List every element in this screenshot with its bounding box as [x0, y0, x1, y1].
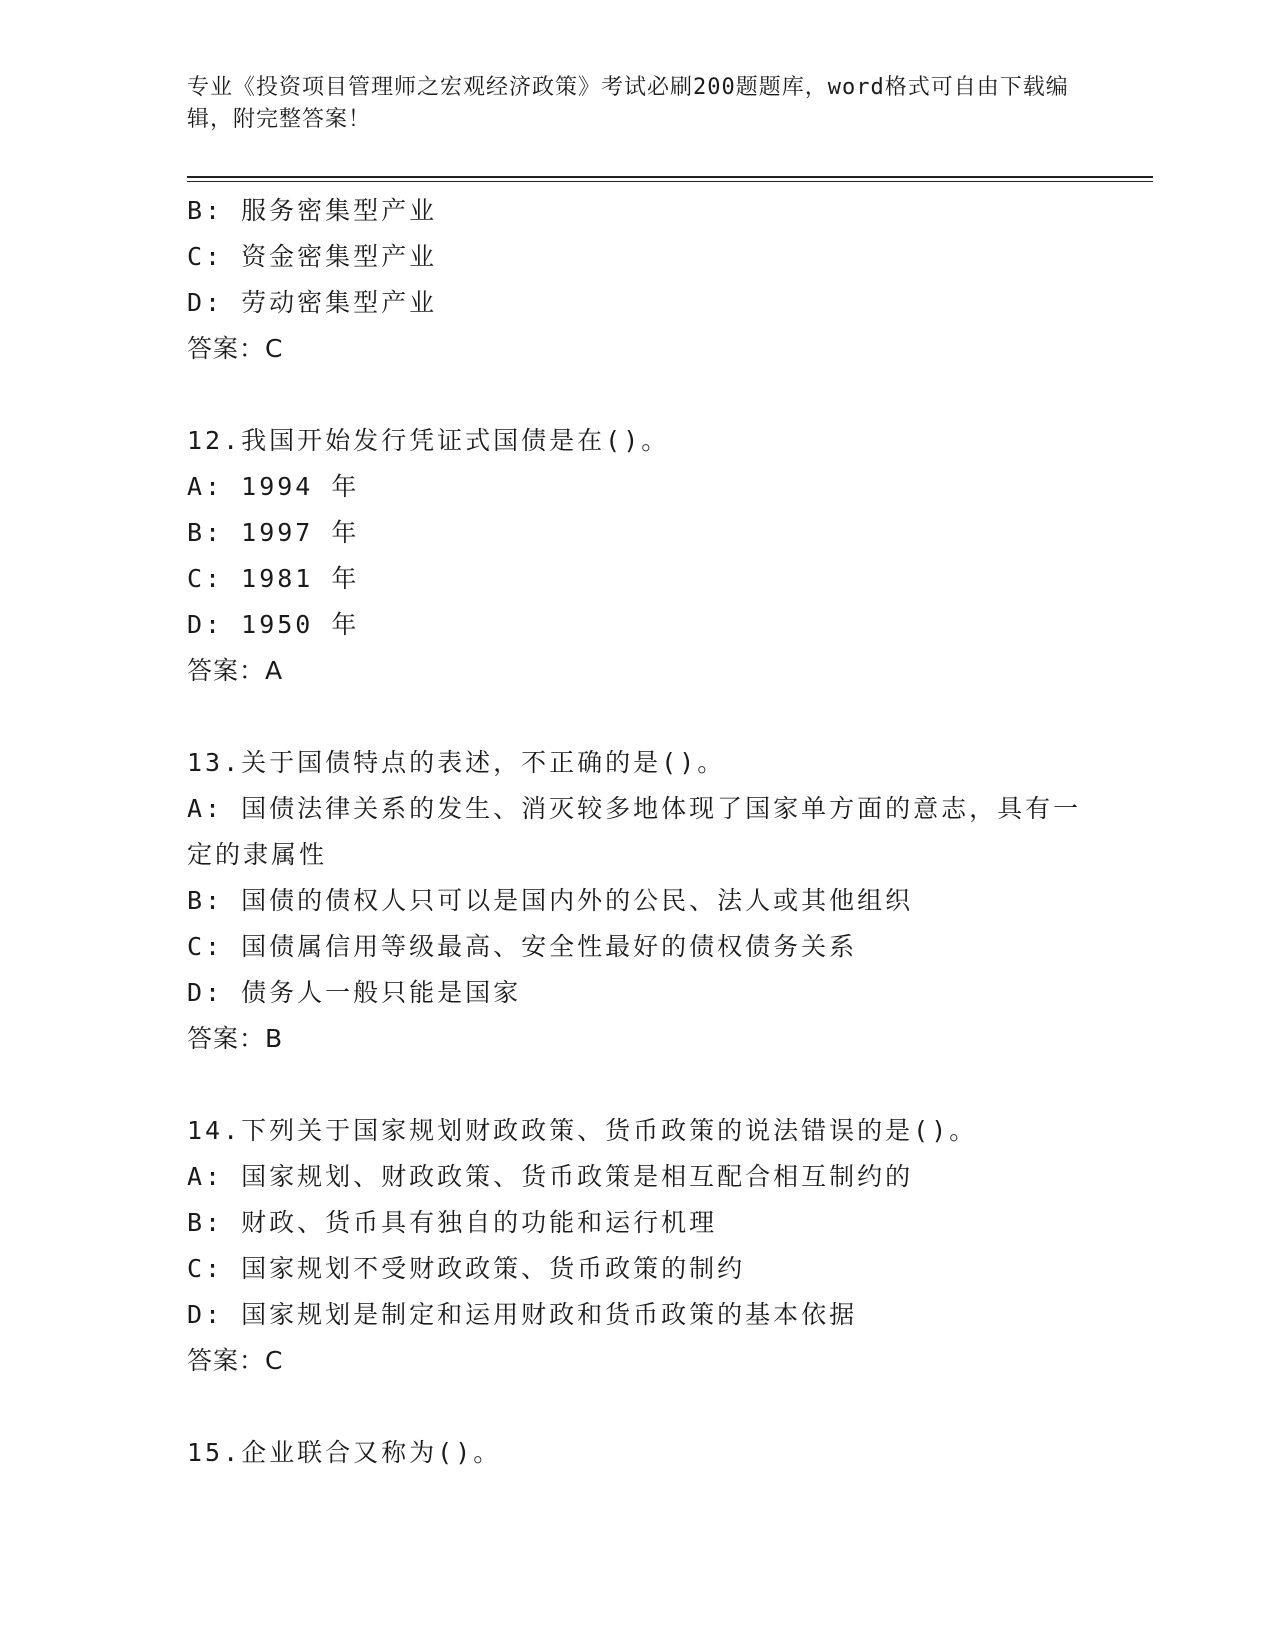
option-b: B: 国债的债权人只可以是国内外的公民、法人或其他组织 [187, 886, 914, 915]
option-d: D: 国家规划是制定和运用财政和货币政策的基本依据 [187, 1300, 858, 1329]
header-divider-thin [187, 181, 1153, 182]
spacer [187, 694, 1087, 740]
header-text: 专业《投资项目管理师之宏观经济政策》考试必刷200题题库，word格式可自由下载编辑，附完整答案！ [187, 75, 1069, 132]
option-c: C: 国债属信用等级最高、安全性最好的债权债务关系 [187, 932, 858, 961]
spacer [187, 1062, 1087, 1108]
option-b: B: 财政、货币具有独自的功能和运行机理 [187, 1208, 718, 1237]
spacer [187, 1384, 1087, 1430]
question-stem: 12.我国开始发行凭证式国债是在()。 [187, 426, 670, 455]
answer-line: 答案：C [187, 334, 284, 363]
question-15 [187, 1430, 1087, 1476]
option-d: D: 1950 年 [187, 610, 360, 639]
question-12 [187, 418, 1087, 694]
option-a: A: 国债法律关系的发生、消灭较多地体现了国家单方面的意志，具有一定的隶属性 [187, 794, 1082, 869]
question-stem: 13.关于国债特点的表述，不正确的是()。 [187, 748, 726, 777]
answer-line: 答案：C [187, 1346, 284, 1375]
question-list [187, 188, 1087, 1476]
answer-line: 答案：A [187, 656, 284, 685]
option-b: B: 1997 年 [187, 518, 360, 547]
question-stem: 14.下列关于国家规划财政政策、货币政策的说法错误的是()。 [187, 1116, 978, 1145]
option-a: A: 国家规划、财政政策、货币政策是相互配合相互制约的 [187, 1162, 914, 1191]
option-a: A: 1994 年 [187, 472, 360, 501]
option-c: C: 国家规划不受财政政策、货币政策的制约 [187, 1254, 746, 1283]
question-13 [187, 740, 1087, 1062]
document-header [187, 72, 1087, 136]
spacer [187, 372, 1087, 418]
option-c: C: 1981 年 [187, 564, 360, 593]
option-d: D: 债务人一般只能是国家 [187, 978, 522, 1007]
answer-line: 答案：B [187, 1024, 284, 1053]
option-c: C: 资金密集型产业 [187, 242, 438, 271]
question-partial [187, 188, 1087, 372]
header-divider-thick [187, 176, 1153, 178]
question-stem: 15.企业联合又称为()。 [187, 1438, 502, 1467]
question-14 [187, 1108, 1087, 1384]
option-b: B: 服务密集型产业 [187, 196, 438, 225]
option-d: D: 劳动密集型产业 [187, 288, 438, 317]
